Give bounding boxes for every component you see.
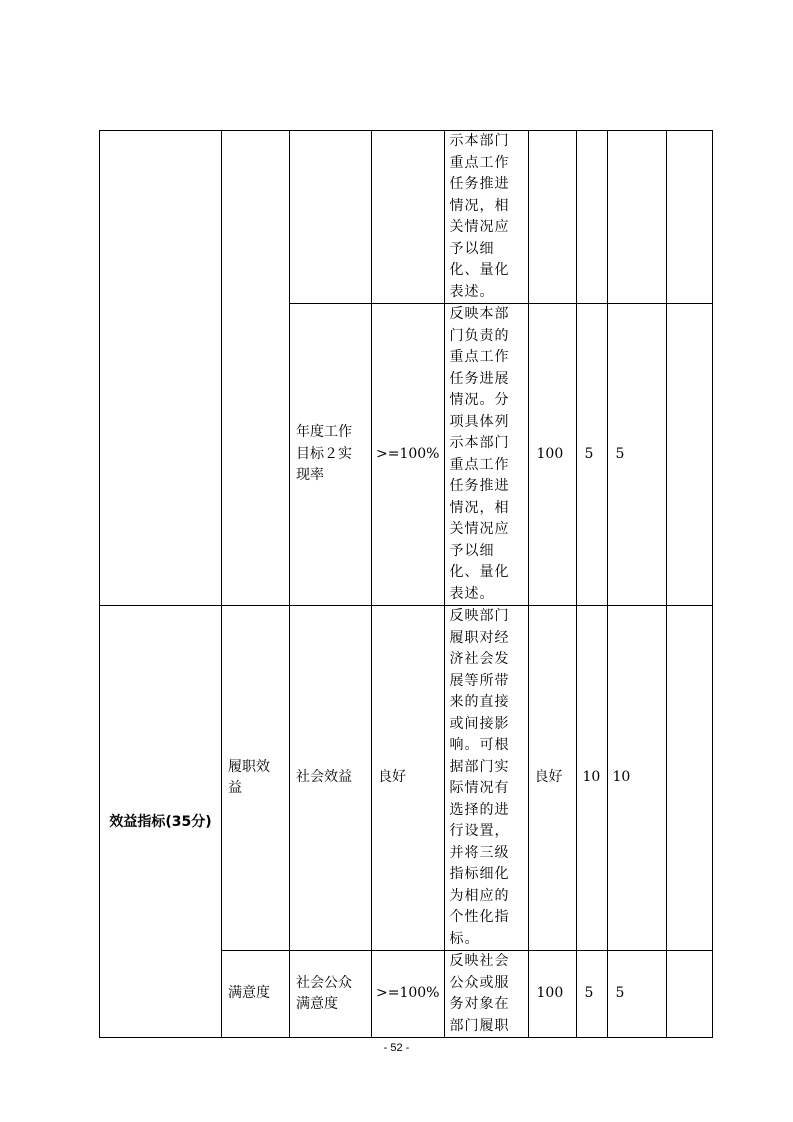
value-text: 100	[536, 985, 564, 1002]
desc-text: 反映社会公众或服务对象在部门履职	[449, 953, 510, 1034]
table-row	[100, 606, 713, 951]
indicator-cell-empty	[290, 131, 372, 304]
target-text: >=100%	[376, 985, 440, 1002]
indicator-cell	[290, 951, 372, 1038]
level2-text: 履职效益	[228, 758, 270, 796]
note-cell-empty	[666, 131, 712, 304]
desc-text: 反映本部门负责的重点工作任务进展情况。分项具体列示本部门重点工作任务推进情况，相关情况应予以细化、量化表述。	[449, 306, 510, 602]
indicator-text: 社会效益	[296, 769, 352, 786]
score-cell-empty	[607, 131, 666, 304]
weight-cell	[576, 606, 607, 951]
indicator-text: 年度工作目标２实现率	[296, 424, 352, 484]
score-cell	[607, 606, 666, 951]
note-cell-empty	[666, 951, 712, 1038]
note-cell-empty	[666, 304, 712, 606]
desc-cell	[444, 951, 528, 1038]
target-cell	[372, 951, 445, 1038]
note-cell-empty	[666, 606, 712, 951]
desc-cell	[444, 606, 528, 951]
category-cell-empty	[100, 131, 222, 606]
level2-cell	[222, 606, 290, 951]
value-text: 100	[536, 445, 564, 462]
score-text: 5	[615, 985, 625, 1002]
category-cell	[100, 606, 222, 1038]
level2-cell-empty	[222, 131, 290, 606]
weight-cell-empty	[576, 131, 607, 304]
level2-cell	[222, 951, 290, 1038]
value-text: 良好	[534, 769, 563, 786]
weight-cell	[576, 951, 607, 1038]
target-text: 良好	[378, 769, 406, 786]
score-text: 5	[615, 445, 625, 462]
weight-text: 5	[584, 445, 594, 462]
target-cell	[372, 304, 445, 606]
value-cell-empty	[528, 131, 576, 304]
target-cell	[372, 606, 445, 951]
desc-text: 示本部门重点工作任务推进情况，相关情况应予以细化、量化表述。	[449, 133, 510, 300]
indicator-cell	[290, 304, 372, 606]
category-text: 效益指标(35分)	[109, 813, 212, 830]
weight-text: 5	[584, 985, 594, 1002]
score-cell	[607, 951, 666, 1038]
desc-cell	[444, 131, 528, 304]
performance-table	[99, 130, 713, 1038]
score-cell	[607, 304, 666, 606]
value-cell	[528, 951, 576, 1038]
page-number: - 52 -	[383, 1042, 410, 1054]
desc-cell	[444, 304, 528, 606]
indicator-cell	[290, 606, 372, 951]
value-cell	[528, 304, 576, 606]
table-row	[100, 131, 713, 304]
score-text: 10	[612, 769, 631, 786]
target-text: >=100%	[376, 445, 440, 462]
value-cell	[528, 606, 576, 951]
level2-text: 满意度	[228, 985, 270, 1002]
indicator-text: 社会公众满意度	[296, 974, 352, 1012]
weight-text: 10	[582, 769, 601, 786]
target-cell-empty	[372, 131, 445, 304]
weight-cell	[576, 304, 607, 606]
desc-text: 反映部门履职对经济社会发展等所带来的直接或间接影响。可根据部门实际情况有选择的进行设置，并将三级指标细化为相应的个性化指标。	[449, 608, 510, 947]
